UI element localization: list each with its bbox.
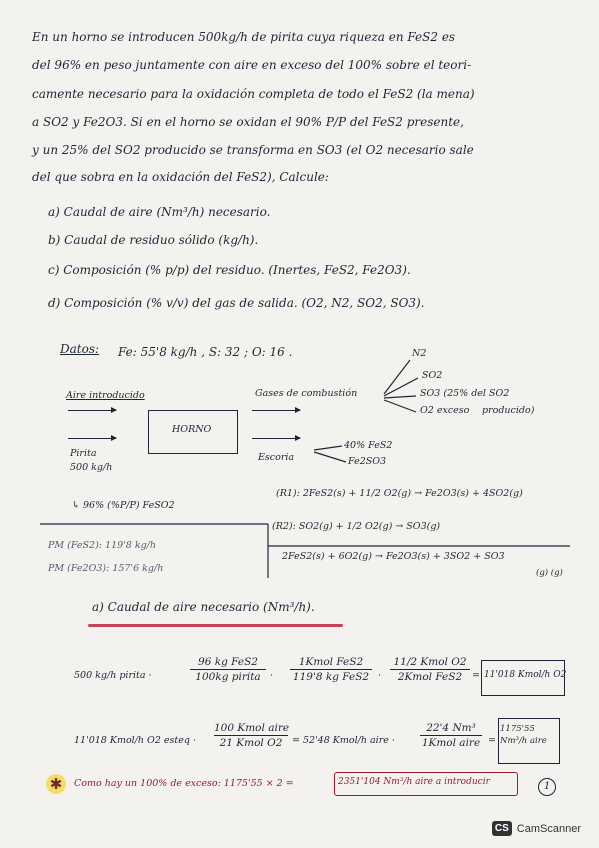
multiply-sign: · [270,670,274,681]
reaction-r1: (R1): 2FeS2(s) + 11/2 O2(g) → Fe2O3(s) + 4SO2(g) [276,488,523,499]
page-number: 1 [538,778,556,796]
question-d: d) Composición (% v/v) del gas de salida. (O2, N2, SO2, SO3). [48,296,425,310]
reaction-r2: (R2): SO2(g) + 1/2 O2(g) → SO3(g) [272,521,441,532]
calc-fraction [420,722,482,749]
fraction-denominator: 119'8 kg FeS2 [292,671,370,684]
fraction-numerator: 11/2 Kmol O2 [393,656,467,668]
fraction-denominator: 100kg pirita [195,671,261,684]
excess-result: 2351'104 Nm³/h aire a introducir [338,777,490,787]
fraction-denominator: 21 Kmol O2 [219,737,283,750]
camscanner-watermark [492,821,581,836]
gas-o2: O2 exceso [420,405,470,416]
calc-fraction [214,722,288,749]
problem-line-3: camente necesario para la oxidación completa de todo el FeS2 (la mena) [32,87,475,101]
escoria-item-2: Fe2SO3 [348,456,387,467]
result-2: 1175'55 Nm³/h aire [500,724,547,746]
star-icon: ✱ [46,774,66,794]
part-a-title: a) Caudal de aire necesario (Nm³/h). [92,600,315,614]
fraction-denominator: 1Kmol aire [421,737,481,750]
equals-sign: = [488,735,496,746]
multiply-sign: · [378,670,382,681]
fraction-numerator: 22'4 Nm³ [426,722,476,734]
atomic-masses: Fe: 55'8 kg/h , S: 32 ; O: 16 . [118,345,293,359]
pirita-arrow [68,438,116,439]
gases-label: Gases de combustión [255,388,358,399]
problem-line-4: a SO2 y Fe2O3. Si en el horno se oxidan el 90% P/P del FeS2 presente, [32,115,464,129]
problem-line-2: del 96% en peso juntamente con aire en exceso del 100% sobre el teori- [32,58,472,72]
riqueza-note: ↳ 96% (%P/P) FeSO2 [72,500,175,511]
gas-so3-note: producido) [482,405,535,416]
question-c: c) Composición (% p/p) del residuo. (Inertes, FeS2, Fe2O3). [48,263,411,277]
fraction-numerator: 100 Kmol aire [214,722,290,734]
gases-arrow [252,410,300,411]
reaction-global-phases: (g) (g) [536,568,563,578]
horno-label: HORNO [172,424,212,435]
excess-text: Como hay un 100% de exceso: 1175'55 × 2 = [74,778,294,789]
fraction-numerator: 96 kg FeS2 [198,656,258,668]
calc-line2-mid: = 52'48 Kmol/h aire · [292,735,395,746]
equals-sign: = [472,670,480,681]
problem-line-5: y un 25% del SO2 producido se transforma en SO3 (el O2 necesario sale [32,143,474,157]
calc-line2-start: 11'018 Kmol/h O2 esteq · [74,735,196,746]
calc-fraction [190,656,266,683]
camscanner-name: CamScanner [516,822,581,835]
data-label: Datos: [60,342,100,356]
fraction-denominator: 2Kmol FeS2 [397,671,463,684]
fraction-numerator: 1Kmol FeS2 [298,656,364,668]
problem-line-6: del que sobra en la oxidación del FeS2), Calcule: [32,170,329,184]
problem-line-1: En un horno se introducen 500kg/h de pirita cuya riqueza en FeS2 es [32,30,456,44]
result-1: 11'018 Kmol/h O2 [484,670,567,680]
aire-label: Aire introducido [66,390,145,401]
gas-n2: N2 [412,348,427,359]
escoria-label: Escoria [258,452,295,463]
part-a-underline [88,624,343,627]
pirita-flow: 500 kg/h [70,462,113,473]
escoria-item-1: 40% FeS2 [344,440,393,451]
question-a: a) Caudal de aire (Nm³/h) necesario. [48,205,271,219]
question-b: b) Caudal de residuo sólido (kg/h). [48,233,259,247]
calc-fraction [290,656,372,683]
reaction-global: 2FeS2(s) + 6O2(g) → Fe2O3(s) + 3SO2 + SO3 [282,551,505,562]
calc-fraction [390,656,470,683]
aire-arrow [68,410,116,411]
gas-so3: SO3 (25% del SO2 [420,388,510,399]
camscanner-badge: CS [492,821,512,836]
calc-line1-start: 500 kg/h pirita · [74,670,152,681]
pm-fes2: PM (FeS2): 119'8 kg/h [48,540,156,551]
gas-so2: SO2 [422,370,443,381]
pirita-label: Pirita [70,448,97,459]
pm-fe2o3: PM (Fe2O3): 157'6 kg/h [48,563,164,574]
escoria-arrow [252,438,300,439]
